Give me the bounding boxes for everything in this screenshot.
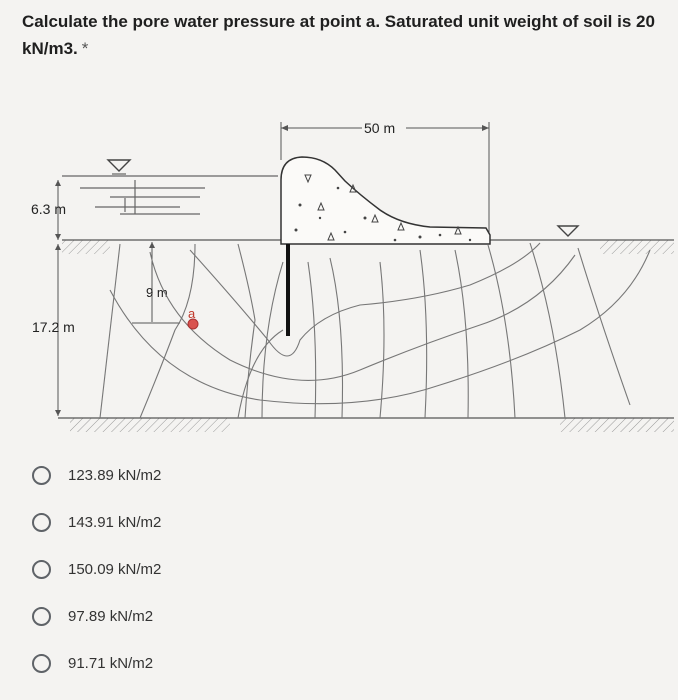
option-label: 143.91 kN/m2: [68, 514, 162, 531]
option-label: 150.09 kN/m2: [68, 561, 162, 578]
layer-depth-label: 17.2 m: [32, 319, 75, 335]
required-marker: *: [81, 39, 89, 58]
water-level-icon-downstream: [558, 226, 578, 236]
ground-hatch-right: [600, 240, 674, 254]
equipotential-lines: [100, 243, 630, 418]
point-a-label: a: [188, 306, 196, 321]
upstream-water: [62, 176, 278, 214]
flow-net-diagram: [0, 108, 678, 438]
option-4[interactable]: [30, 593, 161, 640]
water-depth-label: 6.3 m: [31, 201, 67, 217]
option-1[interactable]: [30, 452, 161, 499]
base-hatch-right: [560, 418, 674, 432]
radio-button[interactable]: [32, 513, 51, 532]
option-5[interactable]: [30, 640, 161, 687]
concrete-dam: [281, 157, 490, 244]
option-2[interactable]: [30, 499, 161, 546]
water-level-icon-upstream: [108, 160, 130, 171]
dam-width-label: 50 m: [364, 120, 396, 136]
flow-lines: [110, 243, 650, 418]
question-text: Calculate the pore water pressure at point a. Saturated unit weight of soil is 20 kN/m3.: [22, 12, 655, 58]
base-hatch-left: [70, 418, 230, 432]
radio-button[interactable]: [32, 607, 51, 626]
radio-button[interactable]: [32, 560, 51, 579]
option-label: 97.89 kN/m2: [68, 608, 154, 625]
point-depth-label: 9 m: [146, 285, 168, 300]
option-label: 91.71 kN/m2: [68, 655, 154, 672]
option-label: 123.89 kN/m2: [68, 467, 162, 484]
question-title: [22, 8, 672, 62]
radio-button[interactable]: [32, 466, 51, 485]
answer-options: [30, 452, 161, 687]
ground-hatch-left: [62, 240, 110, 254]
radio-button[interactable]: [32, 654, 51, 673]
option-3[interactable]: [30, 546, 161, 593]
